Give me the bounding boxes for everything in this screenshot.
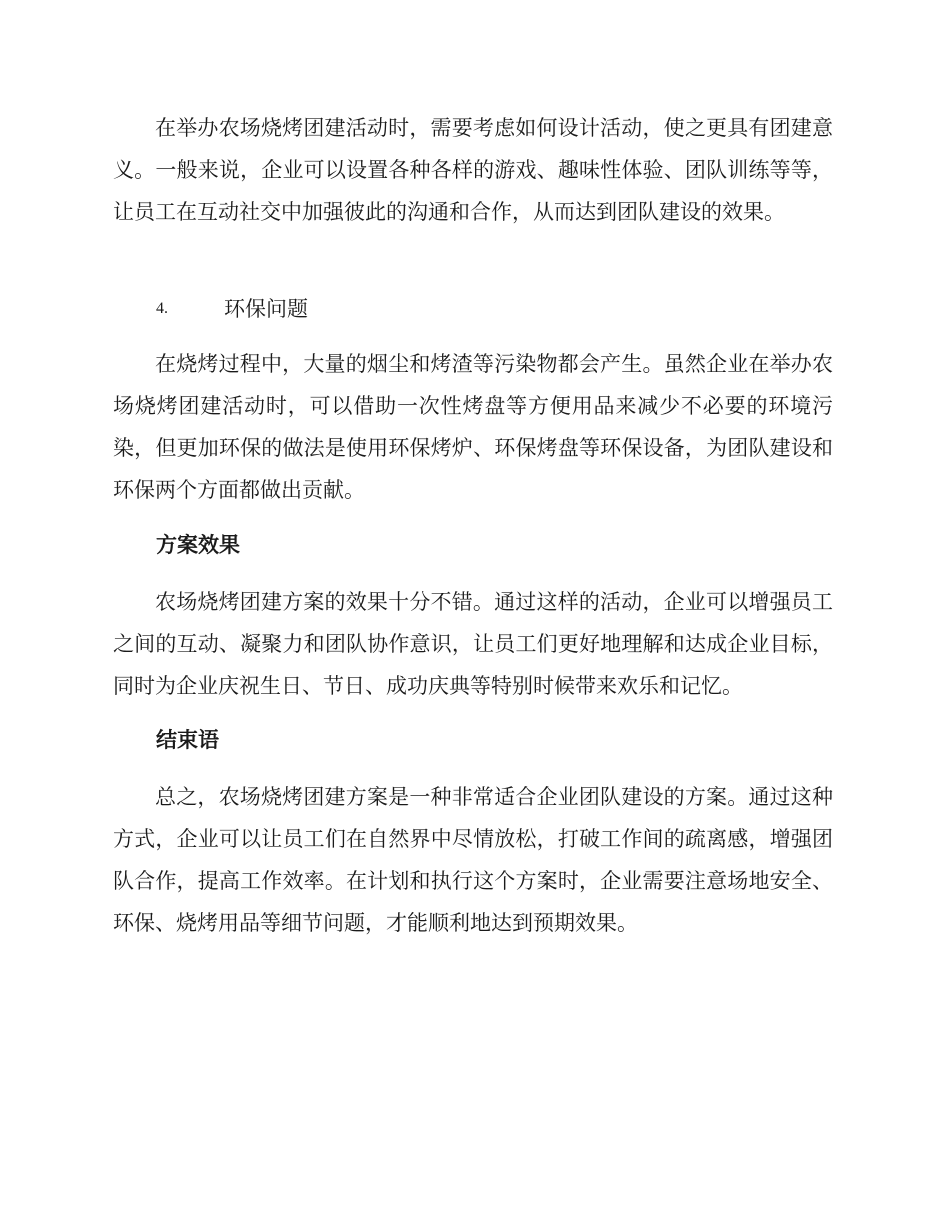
paragraph-activity-design: 在举办农场烧烤团建活动时，需要考虑如何设计活动，使之更具有团建意义。一般来说，企业可以设置各种各样的游戏、趣味性体验、团队训练等等，让员工在互动社交中加强彼此的沟通和合作，从而达到团队建设的效果。 <box>113 116 833 224</box>
list-item-number: 4. <box>156 300 168 317</box>
paragraph-conclusion: 总之，农场烧烤团建方案是一种非常适合企业团队建设的方案。通过这种方式，企业可以让员工们在自然界中尽情放松，打破工作间的疏离感，增强团队合作，提高工作效率。在计划和执行这个方案时，企业需要注意场地安全、环保、烧烤用品等细节问题，才能顺利地达到预期效果。 <box>113 785 833 935</box>
paragraph-environment: 在烧烤过程中，大量的烟尘和烤渣等污染物都会产生。虽然企业在举办农场烧烤团建活动时，可以借助一次性烤盘等方便用品来减少不必要的环境污染，但更加环保的做法是使用环保烤炉、环保烤盘等环保设备，为团队建设和环保两个方面都做出贡献。 <box>113 352 833 502</box>
paragraph-plan-effect: 农场烧烤团建方案的效果十分不错。通过这样的活动，企业可以增强员工之间的互动、凝聚力和团队协作意识，让员工们更好地理解和达成企业目标，同时为企业庆祝生日、节日、成功庆典等特别时候带来欢乐和记忆。 <box>113 590 833 698</box>
heading-conclusion: 结束语 <box>156 728 219 752</box>
heading-plan-effect: 方案效果 <box>156 533 240 557</box>
list-item-title: 环保问题 <box>224 297 308 321</box>
